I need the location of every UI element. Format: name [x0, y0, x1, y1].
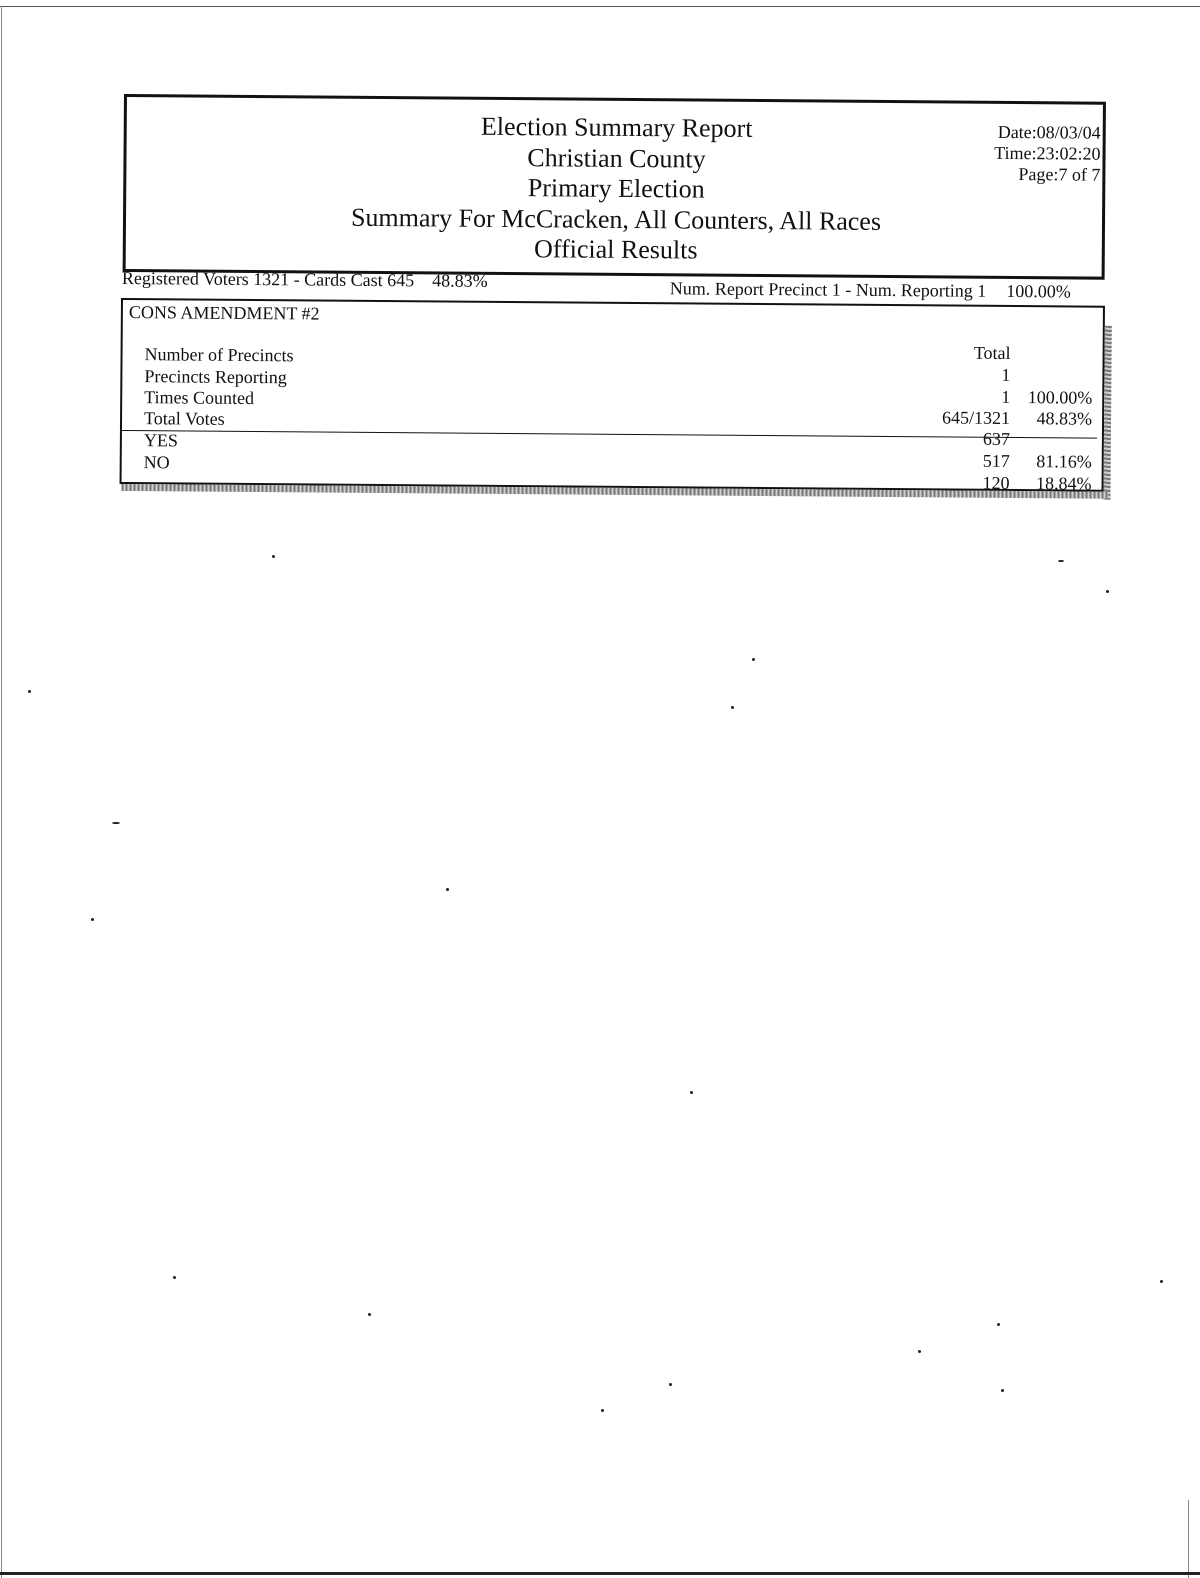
scan-speck — [1106, 590, 1109, 593]
scan-speck — [91, 918, 94, 921]
summary-scope: Summary For McCracken, All Counters, All Races — [350, 202, 882, 236]
race-section — [120, 298, 1105, 492]
race-row-value: 645/1321 — [941, 407, 1011, 428]
registered-cards-text: Registered Voters 1321 - Cards Cast 645 — [121, 268, 415, 291]
race-row-pct: 48.83% — [1036, 408, 1093, 429]
turnout-left — [122, 268, 488, 292]
report-time: Time:23:02:20 — [994, 142, 1101, 164]
report-date: Date:08/03/04 — [997, 121, 1101, 143]
race-row-label: Number of Precincts — [144, 344, 294, 366]
race-shadow-right — [1103, 326, 1111, 500]
report-meta — [994, 122, 1101, 186]
page-edge-top — [0, 6, 1200, 7]
scan-speck — [446, 888, 449, 891]
page-edge-left — [1, 6, 2, 1578]
report-header — [123, 94, 1106, 280]
scan-speck — [1058, 560, 1064, 562]
scan-speck — [28, 690, 31, 693]
report-title-block — [126, 109, 1107, 269]
precinct-stats — [670, 278, 1071, 302]
scan-speck — [272, 555, 275, 558]
race-row-label: Times Counted — [144, 387, 255, 409]
race-row-value: 1 — [1001, 364, 1011, 385]
scan-speck — [1160, 1280, 1163, 1283]
results-status: Official Results — [533, 234, 698, 265]
precinct-report-text: Num. Report Precinct 1 - Num. Reporting 1 — [669, 278, 987, 301]
race-divider — [122, 430, 1097, 439]
scan-speck — [918, 1350, 921, 1353]
precinct-pct: 100.00% — [1006, 280, 1071, 302]
total-column-header: Total — [973, 342, 1011, 363]
race-title: CONS AMENDMENT #2 — [128, 302, 320, 324]
scan-speck — [173, 1276, 176, 1279]
race-row-value: 1 — [1001, 386, 1011, 407]
scan-speck — [997, 1323, 1000, 1326]
scan-speck — [601, 1409, 604, 1412]
report-page: Page:7 of 7 — [1018, 164, 1101, 185]
race-row-pct: 81.16% — [1036, 451, 1092, 472]
report-title: Election Summary Report — [480, 111, 753, 143]
scan-speck — [112, 822, 120, 824]
election-name: Primary Election — [527, 173, 705, 204]
race-row-value: 637 — [982, 428, 1010, 449]
race-row-label: Precincts Reporting — [144, 366, 287, 388]
scan-speck — [731, 706, 734, 709]
scan-speck — [690, 1091, 693, 1094]
scan-speck — [368, 1313, 371, 1316]
race-row-pct: 18.84% — [1035, 473, 1092, 494]
race-row-label: YES — [143, 430, 178, 451]
race-row-value: 517 — [982, 450, 1010, 471]
scan-speck — [669, 1383, 672, 1386]
race-row-pct: 100.00% — [1027, 387, 1093, 408]
race-shadow-bottom — [121, 484, 1108, 499]
race-row-value: 120 — [982, 472, 1010, 493]
page-edge-right — [1188, 1500, 1189, 1578]
scan-speck — [1001, 1389, 1004, 1392]
page-edge-bottom — [0, 1572, 1200, 1575]
turnout-pct: 48.83% — [432, 270, 488, 291]
scan-speck — [752, 658, 755, 661]
race-row-label: Total Votes — [143, 408, 225, 429]
county-name: Christian County — [527, 142, 706, 174]
race-row-label: NO — [143, 452, 170, 473]
